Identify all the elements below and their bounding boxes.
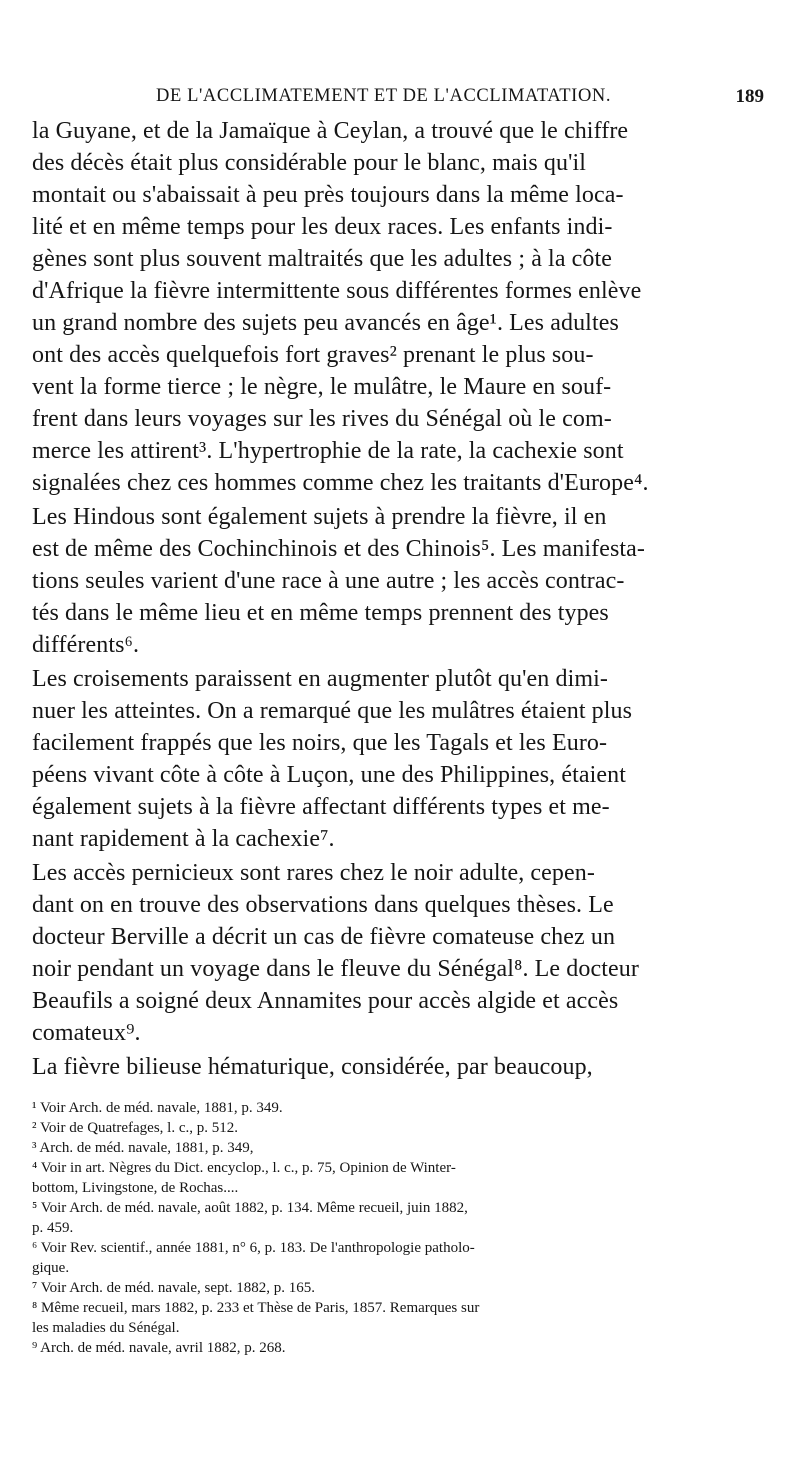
body-line: Les accès pernicieux sont rares chez le noir adulte, cepen- xyxy=(32,860,595,886)
running-head: DE L'ACCLIMATEMENT ET DE L'ACCLIMATATION. xyxy=(156,86,612,106)
body-line: tés dans le même lieu et en même temps prennent des types xyxy=(32,600,609,626)
body-line: dant on en trouve des observations dans quelques thèses. Le xyxy=(32,892,614,918)
body-line: La fièvre bilieuse hématurique, considérée, par beaucoup, xyxy=(32,1054,593,1080)
body-line: péens vivant côte à côte à Luçon, une des Philippines, étaient xyxy=(32,762,627,788)
body-line: des décès était plus considérable pour le blanc, mais qu'il xyxy=(32,150,587,176)
footnote-line: ⁶ Voir Rev. scientif., année 1881, n° 6, p. 183. De l'anthropologie patholo- xyxy=(32,1240,475,1256)
footnote-line: ¹ Voir Arch. de méd. navale, 1881, p. 349. xyxy=(32,1100,283,1116)
body-line: Les croisements paraissent en augmenter plutôt qu'en dimi- xyxy=(32,666,608,692)
body-line: gènes sont plus souvent maltraités que les adultes ; à la côte xyxy=(32,246,613,272)
footnote-line: p. 459. xyxy=(32,1220,74,1236)
footnote-line: ⁷ Voir Arch. de méd. navale, sept. 1882, p. 165. xyxy=(32,1280,315,1296)
body-line: nuer les atteintes. On a remarqué que les mulâtres étaient plus xyxy=(32,698,633,724)
page-header xyxy=(128,86,768,110)
body-line: merce les attirent³. L'hypertrophie de la rate, la cachexie sont xyxy=(32,438,624,464)
footnote-line: ² Voir de Quatrefages, l. c., p. 512. xyxy=(32,1120,238,1136)
body-line: comateux⁹. xyxy=(32,1020,141,1046)
body-line: montait ou s'abaissait à peu près toujours dans la même loca- xyxy=(32,182,624,208)
body-line: la Guyane, et de la Jamaïque à Ceylan, a trouvé que le chiffre xyxy=(32,118,629,144)
body-line: lité et en même temps pour les deux races. Les enfants indi- xyxy=(32,214,613,240)
body-line: tions seules varient d'une race à une autre ; les accès contrac- xyxy=(32,568,625,594)
footnote-line: les maladies du Sénégal. xyxy=(32,1320,180,1336)
body-line: signalées chez ces hommes comme chez les traitants d'Europe⁴. xyxy=(32,470,649,496)
footnote-line: ³ Arch. de méd. navale, 1881, p. 349, xyxy=(32,1140,254,1156)
footnote-line: ⁴ Voir in art. Nègres du Dict. encyclop., l. c., p. 75, Opinion de Winter- xyxy=(32,1160,456,1176)
footnote-line: gique. xyxy=(32,1260,70,1276)
footnote-line: ⁵ Voir Arch. de méd. navale, août 1882, p. 134. Même recueil, juin 1882, xyxy=(32,1200,468,1216)
body-line: Beaufils a soigné deux Annamites pour accès algide et accès xyxy=(32,988,619,1014)
body-line: frent dans leurs voyages sur les rives du Sénégal où le com- xyxy=(32,406,612,432)
body-line: vent la forme tierce ; le nègre, le mulâtre, le Maure en souf- xyxy=(32,374,612,400)
body-line: également sujets à la fièvre affectant différents types et me- xyxy=(32,794,610,820)
page-number: 189 xyxy=(735,86,764,107)
footnote-line: ⁸ Même recueil, mars 1882, p. 233 et Thèse de Paris, 1857. Remarques sur xyxy=(32,1300,480,1316)
body-line: noir pendant un voyage dans le fleuve du Sénégal⁸. Le docteur xyxy=(32,956,639,982)
footnote-line: ⁹ Arch. de méd. navale, avril 1882, p. 268. xyxy=(32,1340,286,1356)
footnote-line: bottom, Livingstone, de Rochas.... xyxy=(32,1180,239,1196)
body-line: facilement frappés que les noirs, que les Tagals et les Euro- xyxy=(32,730,608,756)
body-line: différents⁶. xyxy=(32,632,140,658)
body-line: docteur Berville a décrit un cas de fièvre comateuse chez un xyxy=(32,924,616,950)
body-line: est de même des Cochinchinois et des Chinois⁵. Les manifesta- xyxy=(32,536,646,562)
body-line: ont des accès quelquefois fort graves² prenant le plus sou- xyxy=(32,342,594,368)
body-line: un grand nombre des sujets peu avancés en âge¹. Les adultes xyxy=(32,310,619,336)
body-line: Les Hindous sont également sujets à prendre la fièvre, il en xyxy=(32,504,607,530)
body-line: d'Afrique la fièvre intermittente sous différentes formes enlève xyxy=(32,278,642,304)
body-line: nant rapidement à la cachexie⁷. xyxy=(32,826,335,852)
